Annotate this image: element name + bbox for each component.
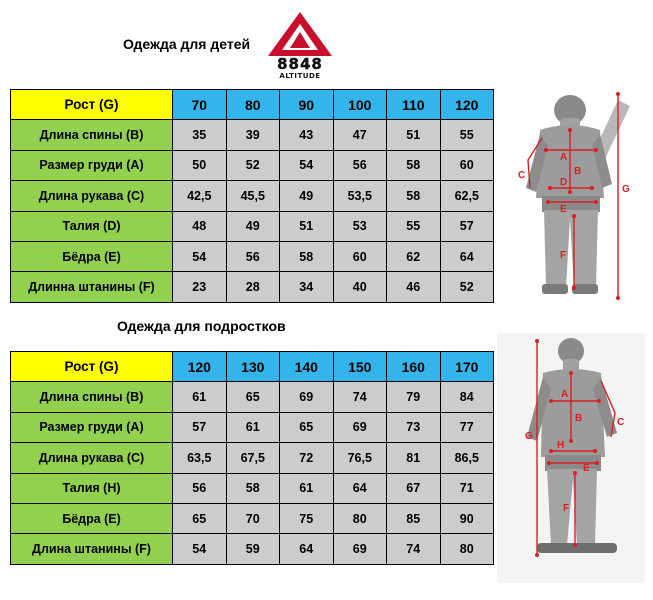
measure-label: F [563,503,570,514]
measure-label: C [518,170,526,181]
teens-measurement-figure [497,333,645,583]
size-header: 150 [333,352,387,382]
table-cell: 56 [333,150,387,180]
row-label: Длина спины (B) [11,120,173,150]
row-label: Длина рукава (C) [11,181,173,211]
row-label: Бёдра (E) [11,241,173,271]
table-cell: 54 [173,241,227,271]
table-cell: 46 [387,272,441,302]
table-cell: 55 [440,120,494,150]
row-label: Размер груди (A) [11,150,173,180]
table-row [11,503,494,533]
table-cell: 62 [387,241,441,271]
table-cell: 86,5 [440,443,494,473]
table-cell: 53 [333,211,387,241]
table-cell: 77 [440,412,494,442]
table-row [11,534,494,564]
table-cell: 40 [333,272,387,302]
measure-label: H [557,440,565,451]
row-label: Длина рукава (C) [11,443,173,473]
table-cell: 54 [173,534,227,564]
row-label: Длинна штанины (F) [11,272,173,302]
size-header: 160 [387,352,441,382]
table-cell: 58 [387,150,441,180]
table-cell: 63,5 [173,443,227,473]
size-header: 170 [440,352,494,382]
table-cell: 67 [387,473,441,503]
measure-label: E [583,463,590,474]
table-row [11,181,494,211]
table-cell: 52 [226,150,280,180]
table-header-row [11,90,494,120]
logo-number: 8848 [277,55,323,73]
table-cell: 47 [333,120,387,150]
table-cell: 73 [387,412,441,442]
measure-label: F [560,250,567,261]
table-cell: 75 [280,503,334,533]
measure-label: G [525,431,533,442]
table-cell: 76,5 [333,443,387,473]
table-row [11,120,494,150]
size-header: 120 [440,90,494,120]
table-cell: 28 [226,272,280,302]
table-cell: 69 [333,534,387,564]
measure-label: C [617,417,625,428]
measure-label: E [560,204,567,215]
kids-section-title: Одежда для детей [123,36,251,52]
table-row [11,382,494,412]
table-cell: 71 [440,473,494,503]
table-cell: 52 [440,272,494,302]
table-cell: 53,5 [333,181,387,211]
table-cell: 60 [440,150,494,180]
table-cell: 80 [440,534,494,564]
kids-size-table [10,89,494,303]
table-cell: 23 [173,272,227,302]
table-cell: 80 [333,503,387,533]
kids-measurement-figure [500,88,645,308]
table-cell: 48 [173,211,227,241]
table-cell: 84 [440,382,494,412]
size-header: 70 [173,90,227,120]
table-row [11,443,494,473]
table-cell: 69 [280,382,334,412]
measure-label: D [560,177,568,188]
table-cell: 62,5 [440,181,494,211]
teen-silhouette-icon [497,333,645,583]
table-row [11,272,494,302]
table-row [11,473,494,503]
table-row [11,211,494,241]
teens-size-table [10,351,494,565]
size-header: 100 [333,90,387,120]
table-cell: 34 [280,272,334,302]
table-cell: 58 [226,473,280,503]
table-cell: 79 [387,382,441,412]
height-header-label: Рост (G) [11,90,173,120]
row-label: Длина спины (B) [11,382,173,412]
table-header-row [11,352,494,382]
measure-label: G [622,184,630,195]
table-cell: 65 [280,412,334,442]
table-cell: 35 [173,120,227,150]
table-cell: 64 [440,241,494,271]
table-cell: 54 [280,150,334,180]
table-cell: 57 [173,412,227,442]
size-header: 130 [226,352,280,382]
table-cell: 61 [226,412,280,442]
table-cell: 39 [226,120,280,150]
table-cell: 90 [440,503,494,533]
table-cell: 74 [333,382,387,412]
size-header: 80 [226,90,280,120]
table-cell: 58 [280,241,334,271]
size-header: 110 [387,90,441,120]
brand-logo [262,10,338,82]
table-cell: 45,5 [226,181,280,211]
row-label: Бёдра (E) [11,503,173,533]
measure-label: A [560,152,568,163]
table-cell: 60 [333,241,387,271]
measure-label: A [561,389,569,400]
mountain-logo-icon [262,10,338,60]
row-label: Талия (H) [11,473,173,503]
table-cell: 61 [173,382,227,412]
table-cell: 65 [173,503,227,533]
row-label: Размер груди (A) [11,412,173,442]
table-cell: 55 [387,211,441,241]
measure-label: B [575,413,583,424]
teens-section-title: Одежда для подростков [117,318,286,334]
table-cell: 57 [440,211,494,241]
table-row [11,412,494,442]
table-row [11,241,494,271]
child-silhouette-icon [500,88,645,308]
table-cell: 56 [173,473,227,503]
table-cell: 51 [280,211,334,241]
size-header: 140 [280,352,334,382]
table-cell: 59 [226,534,280,564]
row-label: Длина штанины (F) [11,534,173,564]
logo-name: ALTITUDE [279,72,321,80]
measure-label: B [574,166,582,177]
table-cell: 51 [387,120,441,150]
table-cell: 56 [226,241,280,271]
height-header-label: Рост (G) [11,352,173,382]
table-cell: 64 [333,473,387,503]
row-label: Талия (D) [11,211,173,241]
table-cell: 61 [280,473,334,503]
table-cell: 58 [387,181,441,211]
table-cell: 49 [280,181,334,211]
table-cell: 42,5 [173,181,227,211]
table-cell: 74 [387,534,441,564]
table-cell: 49 [226,211,280,241]
table-cell: 43 [280,120,334,150]
table-cell: 85 [387,503,441,533]
table-cell: 70 [226,503,280,533]
table-cell: 65 [226,382,280,412]
table-cell: 67,5 [226,443,280,473]
table-cell: 81 [387,443,441,473]
size-header: 120 [173,352,227,382]
size-header: 90 [280,90,334,120]
table-cell: 50 [173,150,227,180]
table-cell: 69 [333,412,387,442]
table-row [11,150,494,180]
table-cell: 64 [280,534,334,564]
table-cell: 72 [280,443,334,473]
